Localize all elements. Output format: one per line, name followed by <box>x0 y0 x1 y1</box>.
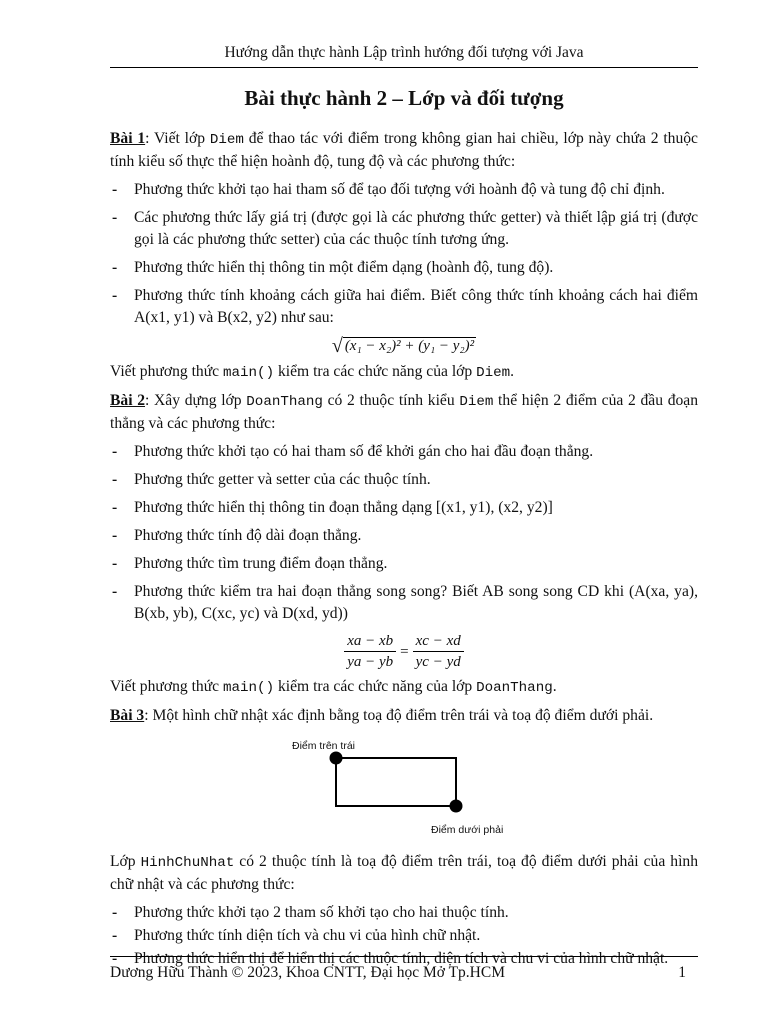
bai3-description: Lớp HinhChuNhat có 2 thuộc tính là toạ độ điểm trên trái, toạ độ điểm dưới phải của hình chữ nhật và các phương thức: <box>110 853 699 893</box>
bai3-intro: Bài 3: Một hình chữ nhật xác định bằng toạ độ điểm trên trái và toạ độ điểm dưới phải. <box>110 707 654 724</box>
list-item: - Phương thức kiểm tra hai đoạn thẳng song song? Biết AB song song CD khi (A(xa, ya), B(xb, yb), C(xc, yc) và D(xd, yd)) <box>110 581 698 625</box>
rectangle-shape <box>336 758 456 806</box>
list-item: - Phương thức hiển thị thông tin một điểm dạng (hoành độ, tung độ). <box>110 257 698 279</box>
bai1-closing: Viết phương thức main() kiểm tra các chức năng của lớp Diem. <box>110 363 515 381</box>
bottom-right-point-label: Điểm dưới phải <box>431 824 504 836</box>
bai3-label: Bài 3 <box>110 707 145 724</box>
bai2-label: Bài 2 <box>110 392 146 409</box>
parallel-formula: $\frac{xa - xb}{ya - yb}$ = $\frac{xc - xd}{yc - yd}$ <box>110 631 698 672</box>
list-item: - Phương thức khởi tạo có hai tham số để khởi gán cho hai đầu đoạn thẳng. <box>110 441 698 463</box>
bai3-list <box>110 902 698 970</box>
list-item: - Phương thức tìm trung điểm đoạn thẳng. <box>110 553 698 575</box>
bai1-list <box>110 179 698 329</box>
list-item: - Phương thức hiển thị để hiển thị các thuộc tính, diện tích và chu vi của hình chữ nhật. <box>110 948 698 970</box>
header-rule <box>110 67 698 68</box>
rectangle-diagram <box>110 733 698 837</box>
top-left-point-label: Điểm trên trái <box>292 740 356 752</box>
list-item: - Phương thức tính độ dài đoạn thẳng. <box>110 525 698 547</box>
page-footer <box>110 964 698 982</box>
page-title: Bài thực hành 2 – Lớp và đối tượng <box>244 86 564 110</box>
footer-rule <box>110 956 698 957</box>
list-item: - Phương thức tính diện tích và chu vi của hình chữ nhật. <box>110 925 698 947</box>
bottom-right-point <box>450 800 463 813</box>
footer-text: Dương Hữu Thành © 2023, Khoa CNTT, Đại học Mở Tp.HCM <box>110 964 505 981</box>
list-item: - Phương thức khởi tạo hai tham số để tạo đối tượng với hoành độ và tung độ chỉ định. <box>110 179 698 201</box>
list-item: - Phương thức tính khoảng cách giữa hai điểm. Biết công thức tính khoảng cách hai điểm A(x1, y1) và B(x2, y2) như sau: <box>110 285 698 329</box>
bai2-list <box>110 441 698 625</box>
sqrt-symbol: √ <box>331 335 343 357</box>
list-item: - Phương thức getter và setter của các thuộc tính. <box>110 469 698 491</box>
bai2-intro: Bài 2: Xây dựng lớp DoanThang có 2 thuộc tính kiểu Diem thể hiện 2 điểm của 2 đầu đoạn thẳng và các phương thức: <box>110 392 699 432</box>
list-item: - Phương thức khởi tạo 2 tham số khởi tạo cho hai thuộc tính. <box>110 902 698 924</box>
distance-formula-radicand: (x₁ − x₂)² + (y₁ − y₂)² <box>344 338 475 354</box>
running-header: Hướng dẫn thực hành Lập trình hướng đối tượng với Java <box>224 44 584 61</box>
list-item: - Phương thức hiển thị thông tin đoạn thẳng dạng [(x1, y1), (x2, y2)] <box>110 497 698 519</box>
page-number: 1 <box>678 964 686 981</box>
bai1-class-name: Diem <box>209 132 244 148</box>
document-body <box>110 128 698 975</box>
list-item: - Các phương thức lấy giá trị (được gọi là các phương thức getter) và thiết lập giá trị (được gọi là các phương thức setter) của các thuộc tính tương ứng. <box>110 207 698 251</box>
rectangle-figure <box>110 733 698 837</box>
distance-formula <box>110 335 698 357</box>
bai1-intro: Bài 1: Viết lớp Diem để thao tác với điểm trong không gian hai chiều, lớp này chứa 2 thuộc tính kiểu số thực thể hiện hoành độ, tung độ và các phương thức: <box>110 130 698 170</box>
bai2-closing: Viết phương thức main() kiểm tra các chức năng của lớp DoanThang. <box>110 678 557 696</box>
bai1-label: Bài 1 <box>110 130 146 147</box>
top-left-point <box>330 752 343 765</box>
